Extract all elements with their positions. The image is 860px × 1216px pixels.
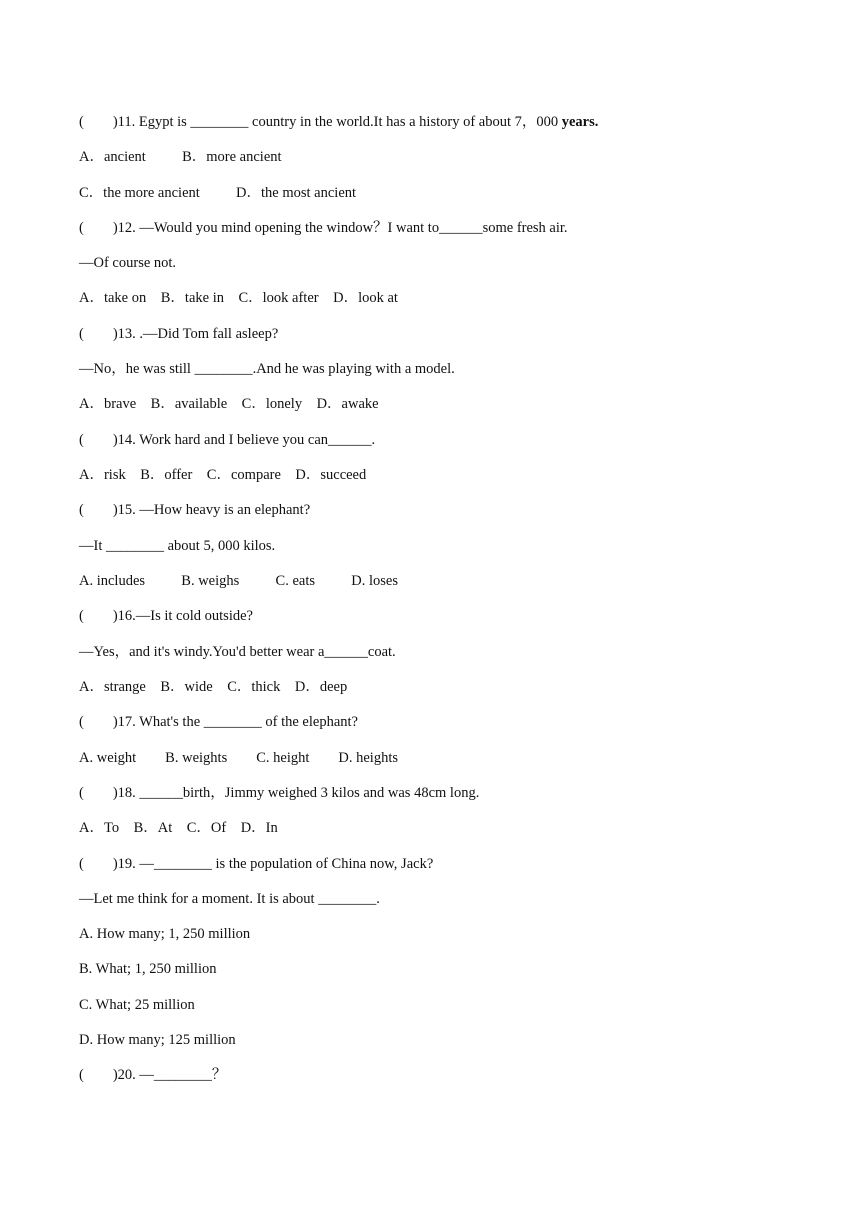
question-12-reply: —Of course not. (79, 255, 177, 271)
question-11-stem-bold: years. (561, 114, 599, 130)
question-15-stem: ( )15. —How heavy is an elephant? (79, 502, 311, 518)
question-19-option-a: A. How many; 1, 250 million (79, 926, 251, 942)
question-18-stem: ( )18. ______birth，Jimmy weighed 3 kilos and was 48cm long. (79, 785, 480, 801)
question-19-option-c: C. What; 25 million (79, 997, 195, 1013)
question-16-reply: —Yes，and it's windy.You'd better wear a______coat. (79, 644, 396, 660)
question-11-stem (79, 112, 820, 132)
question-17-options: A. weight B. weights C. height D. heights (79, 750, 398, 766)
question-13-options: A．brave B．available C．lonely D．awake (79, 396, 379, 412)
question-16-options: A．strange B．wide C．thick D．deep (79, 679, 348, 695)
question-19-option-d: D. How many; 125 million (79, 1032, 236, 1048)
question-13-reply: —No，he was still ________.And he was playing with a model. (79, 361, 455, 377)
question-11-options-c-d: C．the more ancient D．the most ancient (79, 185, 357, 201)
question-19-stem: ( )19. —________ is the population of China now, Jack? (79, 856, 434, 872)
question-11-options-a-b: A．ancient B．more ancient (79, 149, 282, 165)
question-14-options: A．risk B．offer C．compare D．succeed (79, 467, 367, 483)
question-18-options: A．To B．At C．Of D．In (79, 820, 278, 836)
question-12-options: A．take on B．take in C．look after D．look at (79, 290, 398, 306)
question-16-stem: ( )16.—Is it cold outside? (79, 608, 253, 624)
question-19-option-b: B. What; 1, 250 million (79, 961, 217, 977)
question-19-reply: —Let me think for a moment. It is about ________. (79, 891, 380, 907)
question-20-stem: ( )20. —________？ (79, 1067, 227, 1083)
question-13-stem: ( )13. .—Did Tom fall asleep? (79, 326, 279, 342)
question-11-stem-text: ( )11. Egypt is ________ country in the world.It has a history of about 7，000 (79, 114, 562, 130)
question-17-stem: ( )17. What's the ________ of the elephant? (79, 714, 358, 730)
question-15-options: A. includes B. weighs C. eats D. loses (79, 573, 398, 589)
question-15-reply: —It ________ about 5, 000 kilos. (79, 538, 276, 554)
question-14-stem: ( )14. Work hard and I believe you can______. (79, 432, 376, 448)
question-12-stem: ( )12. —Would you mind opening the window？I want to______some fresh air. (79, 220, 568, 236)
